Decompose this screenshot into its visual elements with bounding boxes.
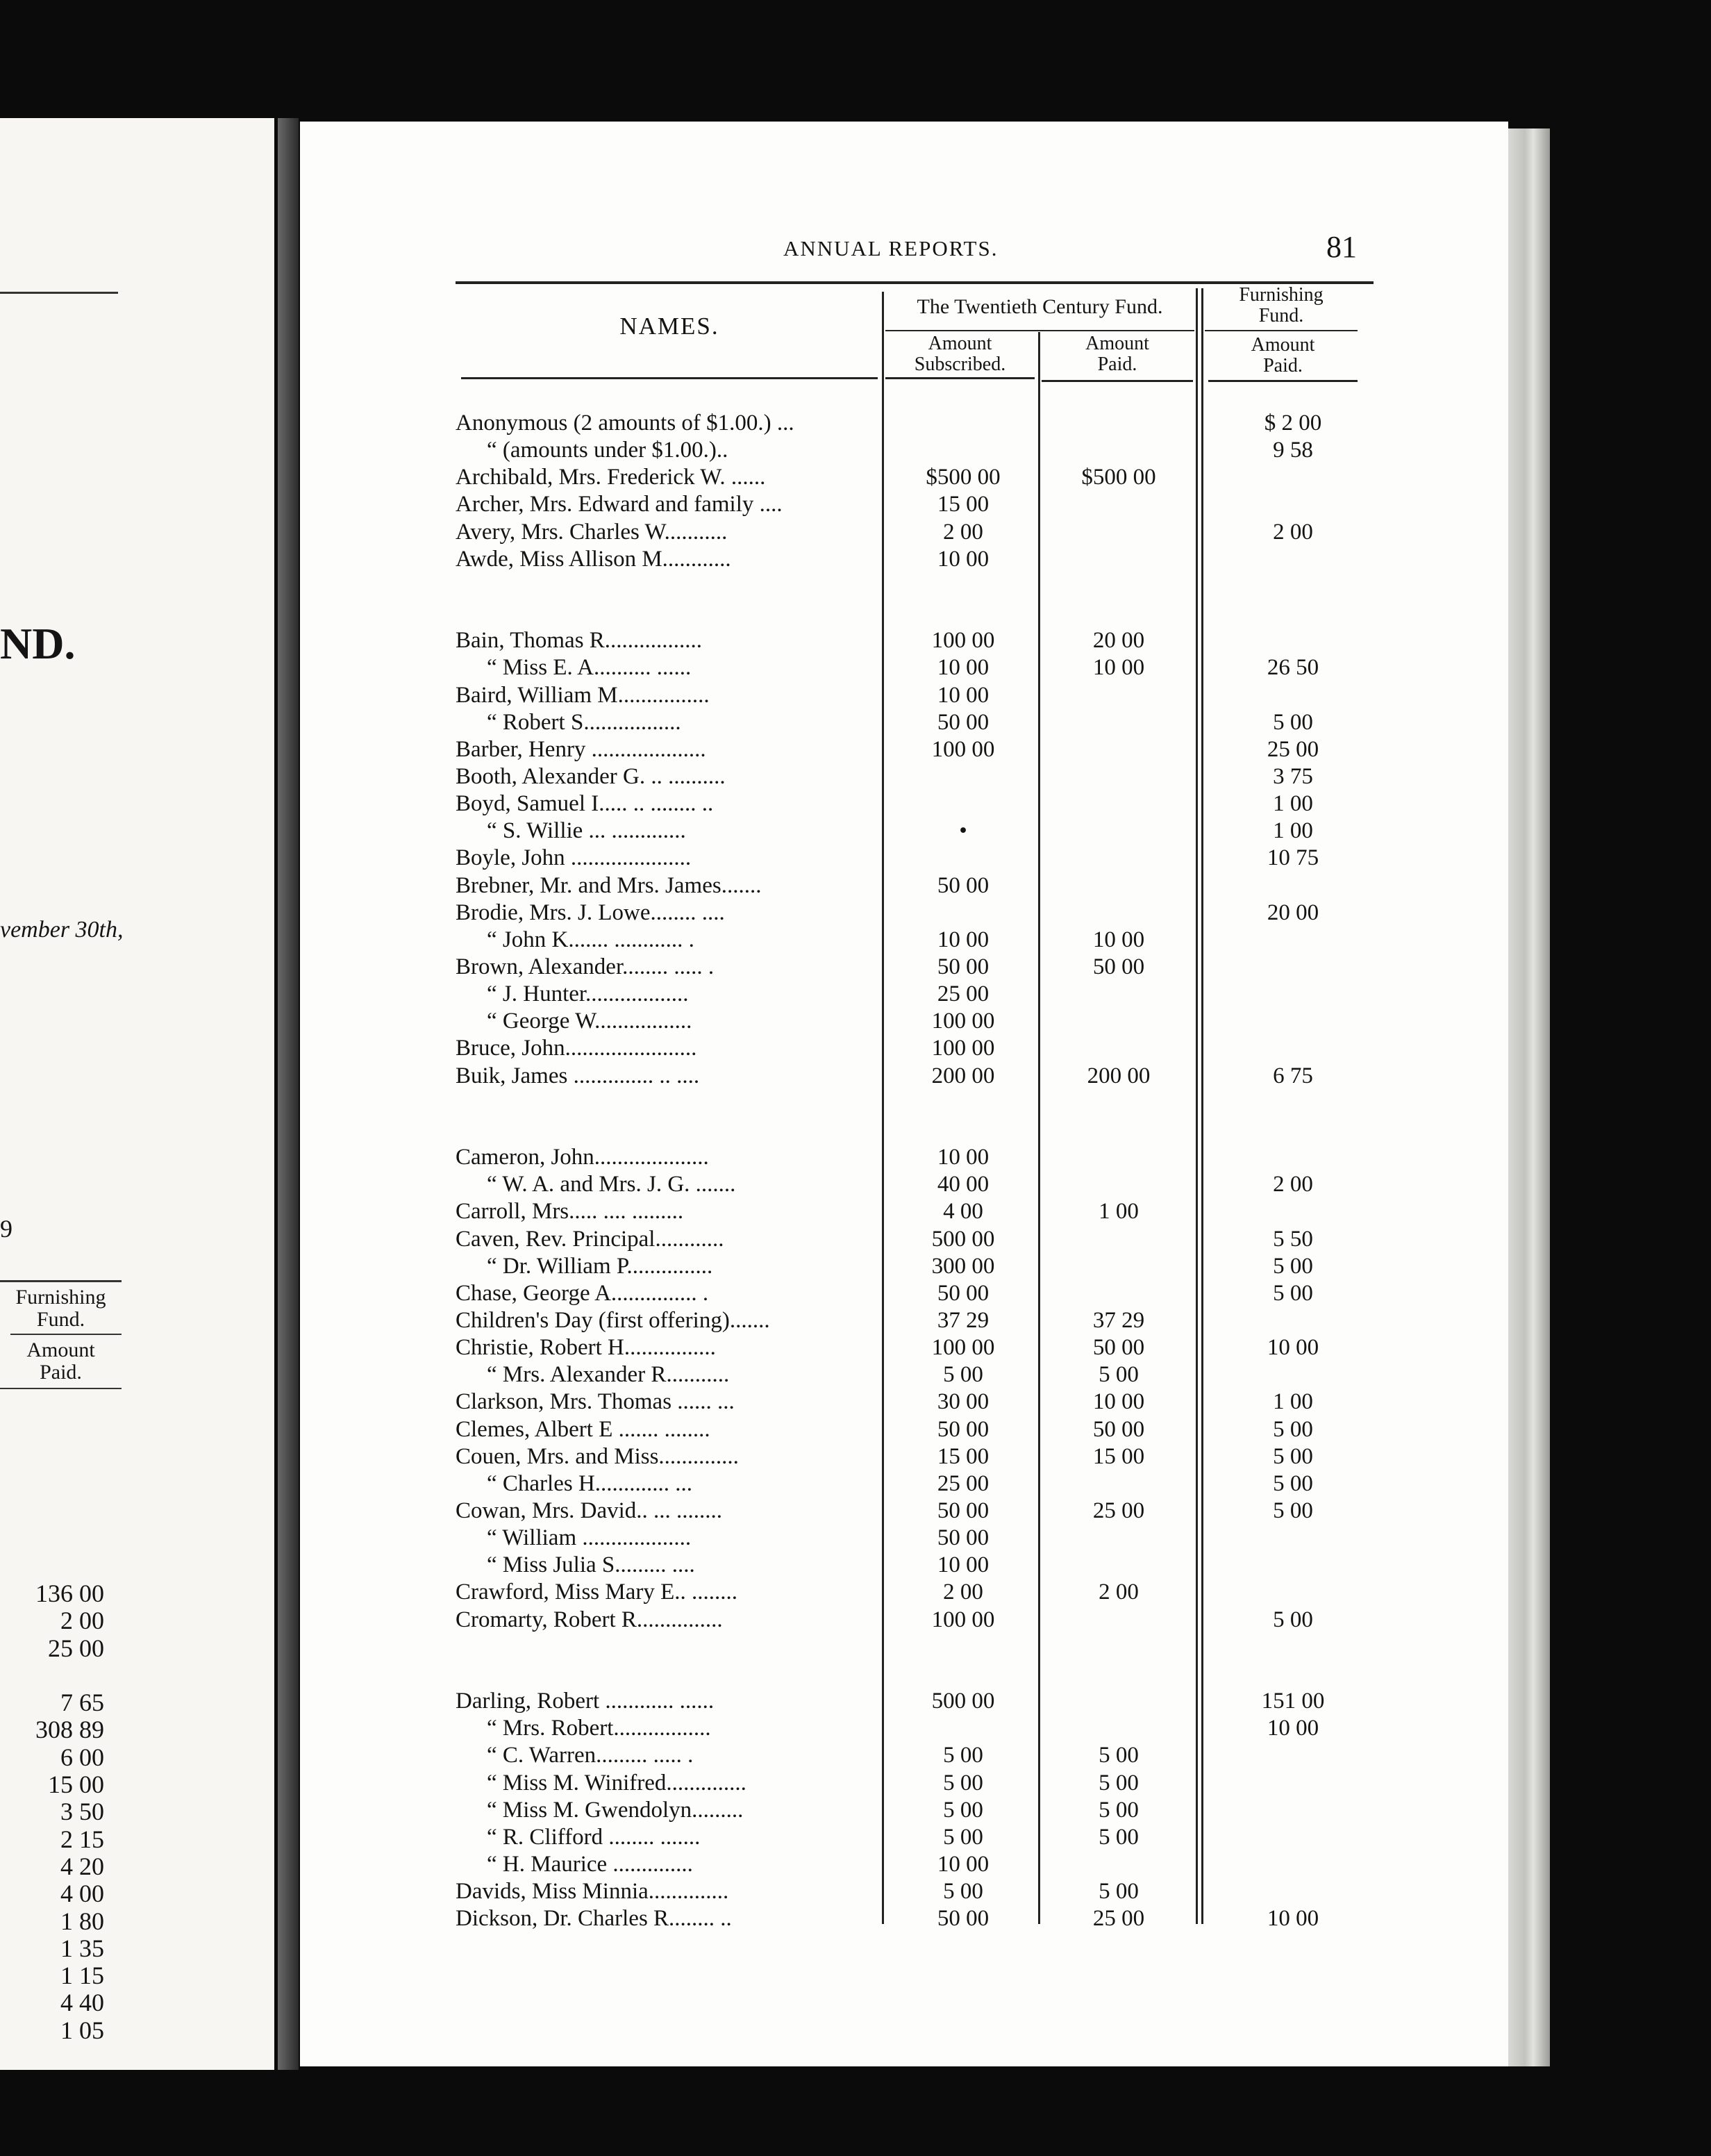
- amount-paid: 25 00: [1092, 1906, 1145, 1932]
- table-row: [456, 981, 1372, 1008]
- left-amount: 136 00: [35, 1579, 104, 1607]
- amount-subscribed: 100 00: [931, 1335, 995, 1361]
- subscriber-name: Dickson, Dr. Charles R........ ..: [456, 1906, 732, 1932]
- amount-subscribed: 10 00: [937, 655, 990, 681]
- left-amount-header-line1: Amount: [26, 1338, 95, 1361]
- amount-paid: 50 00: [1092, 954, 1145, 979]
- furnishing-amount-paid: 1 00: [1273, 1389, 1313, 1415]
- subscriber-name: “ Miss Julia S......... ....: [487, 1552, 695, 1578]
- left-amount: 308 89: [35, 1716, 104, 1744]
- table-row: [456, 1226, 1372, 1253]
- amount-paid: 200 00: [1087, 1063, 1151, 1088]
- left-header-rule-bottom: [0, 1388, 122, 1389]
- page-edge: [1508, 128, 1550, 2066]
- table-row: [456, 1253, 1372, 1280]
- amount-subscribed: 100 00: [931, 1607, 995, 1632]
- table-row: [456, 1905, 1372, 1932]
- amount-subscribed: 5 00: [943, 1797, 983, 1823]
- amount-subscribed: •: [959, 818, 967, 844]
- furnishing-paid-header-line1: Amount: [1251, 334, 1315, 356]
- subscriber-name: Buik, James .............. .. ....: [456, 1063, 700, 1088]
- subscriber-name: “ J. Hunter..................: [487, 981, 689, 1007]
- amount-subscribed: 2 00: [943, 1579, 983, 1605]
- furnishing-header-line2: Fund.: [1258, 305, 1304, 326]
- amount-subscribed: 50 00: [937, 954, 990, 979]
- left-furnishing-header-line2: Fund.: [36, 1308, 85, 1331]
- left-number-fragment: 9: [0, 1215, 12, 1243]
- subscriber-name: Caven, Rev. Principal............: [456, 1226, 724, 1252]
- subscriber-name: Boyle, John .....................: [456, 845, 692, 871]
- amount-subscribed: 50 00: [937, 1280, 990, 1306]
- left-amount: 1 15: [60, 1962, 104, 1990]
- table-row: [456, 1851, 1372, 1878]
- table-row: [456, 410, 1372, 437]
- furnishing-amount-paid: $ 2 00: [1264, 411, 1322, 436]
- table-row: [456, 1634, 1372, 1661]
- furnishing-paid-header-line2: Paid.: [1263, 355, 1303, 376]
- furnishing-amount-paid: 1 00: [1273, 791, 1313, 817]
- amount-subscribed: 5 00: [943, 1743, 983, 1768]
- amount-subscribed: 10 00: [937, 546, 990, 572]
- amount-paid: 25 00: [1092, 1498, 1145, 1523]
- subscriber-name: Crawford, Miss Mary E.. ........: [456, 1579, 738, 1605]
- amount-paid: 5 00: [1099, 1743, 1139, 1768]
- furnishing-amount-paid: 20 00: [1267, 899, 1319, 925]
- table-row: [456, 1443, 1372, 1470]
- subscribed-header-line1: Amount: [928, 333, 992, 354]
- amount-subscribed: $500 00: [926, 465, 1001, 490]
- furnishing-amount-paid: 5 00: [1273, 1607, 1313, 1632]
- amount-paid: 50 00: [1092, 1416, 1145, 1442]
- subscriber-name: “ Miss M. Gwendolyn.........: [487, 1797, 744, 1823]
- paid-header-line2: Paid.: [1097, 354, 1137, 375]
- amount-subscribed: 500 00: [931, 1689, 995, 1714]
- left-amount: 3 50: [60, 1798, 104, 1826]
- left-amount: 7 65: [60, 1689, 104, 1717]
- furnishing-amount-paid: 25 00: [1267, 736, 1319, 762]
- subscriber-name: Couen, Mrs. and Miss..............: [456, 1443, 739, 1469]
- amount-paid: 5 00: [1099, 1879, 1139, 1905]
- left-amount: 25 00: [48, 1634, 104, 1662]
- amount-subscribed: 50 00: [937, 1525, 990, 1551]
- table-top-rule: [456, 281, 1374, 284]
- names-column-header: NAMES.: [619, 313, 719, 340]
- left-furnishing-header: [0, 1286, 122, 1331]
- amount-subscribed: 25 00: [937, 981, 990, 1007]
- amount-subscribed: 200 00: [931, 1063, 995, 1088]
- furnishing-amount-paid: 5 00: [1273, 1443, 1313, 1469]
- subscriber-name: Archibald, Mrs. Frederick W. ......: [456, 465, 766, 490]
- furnishing-amount-paid: 26 50: [1267, 655, 1319, 681]
- subscriber-name: Children's Day (first offering).......: [456, 1307, 770, 1333]
- left-amounts-column: [14, 1580, 104, 2044]
- left-amount: 6 00: [60, 1743, 104, 1771]
- subscriber-name: “ Dr. William P...............: [487, 1253, 713, 1279]
- subscribed-column-header: [885, 333, 1035, 375]
- table-row: [456, 519, 1372, 546]
- table-row: [456, 1388, 1372, 1416]
- left-amount: 2 15: [60, 1825, 104, 1853]
- amount-subscribed: 2 00: [943, 519, 983, 545]
- furnishing-amount-paid: 2 00: [1273, 1172, 1313, 1197]
- table-row: [456, 818, 1372, 845]
- table-row: [456, 1361, 1372, 1388]
- table-row: [456, 1498, 1372, 1525]
- amount-subscribed: 100 00: [931, 736, 995, 762]
- paid-column-header: [1042, 333, 1193, 375]
- subscribed-header-line2: Subscribed.: [914, 354, 1006, 375]
- furnishing-amount-paid: 10 00: [1267, 1906, 1319, 1932]
- subscriber-name: Brown, Alexander........ ..... .: [456, 954, 715, 979]
- furnishing-paid-header-rule: [1208, 380, 1358, 382]
- names-header-rule: [461, 377, 878, 379]
- subscriber-name: Clemes, Albert E ....... ........: [456, 1416, 710, 1442]
- amount-subscribed: 4 00: [943, 1199, 983, 1225]
- table-row: [456, 790, 1372, 818]
- subscriber-name: “ Robert S.................: [487, 709, 681, 735]
- table-row: [456, 1607, 1372, 1634]
- left-amount: 1 80: [60, 1907, 104, 1935]
- furnishing-amount-paid: 5 00: [1273, 1416, 1313, 1442]
- furnishing-amount-paid: 10 75: [1267, 845, 1319, 871]
- table-row: [456, 654, 1372, 681]
- amount-paid: 5 00: [1099, 1797, 1139, 1823]
- amount-subscribed: 10 00: [937, 927, 990, 952]
- table-row: [456, 736, 1372, 763]
- subscriber-name: “ R. Clifford ........ .......: [487, 1824, 701, 1850]
- table-row: [456, 1742, 1372, 1769]
- table-row: [456, 491, 1372, 518]
- subscriber-name: Baird, William M................: [456, 682, 710, 708]
- subscriber-name: Bruce, John.......................: [456, 1036, 697, 1061]
- subscriber-name: Clarkson, Mrs. Thomas ...... ...: [456, 1389, 735, 1415]
- furnishing-header-rule: [1205, 330, 1358, 331]
- table-row: [456, 1688, 1372, 1715]
- table-row: [456, 682, 1372, 709]
- amount-subscribed: 50 00: [937, 872, 990, 898]
- furnishing-amount-paid: 5 50: [1273, 1226, 1313, 1252]
- amount-subscribed: 10 00: [937, 1145, 990, 1170]
- subscriber-name: “ Miss E. A.......... ......: [487, 655, 692, 681]
- left-amount-header-line2: Paid.: [40, 1361, 82, 1384]
- furnishing-amount-paid: 9 58: [1273, 438, 1313, 463]
- subscriber-name: “ C. Warren......... ..... .: [487, 1743, 694, 1768]
- subscriber-name: Booth, Alexander G. .. ..........: [456, 763, 726, 789]
- furnishing-amount-paid: 2 00: [1273, 519, 1313, 545]
- fund-column-header: The Twentieth Century Fund.: [917, 295, 1163, 318]
- left-amount-header: [0, 1339, 122, 1384]
- subscriber-name: “ William ...................: [487, 1525, 692, 1551]
- amount-subscribed: 15 00: [937, 1443, 990, 1469]
- table-row: [456, 845, 1372, 872]
- subscriber-name: “ John K....... ............ .: [487, 927, 694, 952]
- table-row: [456, 1715, 1372, 1742]
- amount-subscribed: 50 00: [937, 1416, 990, 1442]
- table-row: [456, 1579, 1372, 1606]
- table-row: [456, 1008, 1372, 1035]
- table-row: [456, 600, 1372, 627]
- left-amount: [14, 1662, 104, 1689]
- subscriber-name: Darling, Robert ............ ......: [456, 1689, 715, 1714]
- table-row: [456, 1280, 1372, 1307]
- amount-subscribed: 37 29: [937, 1307, 990, 1333]
- table-row: [456, 1552, 1372, 1579]
- amount-paid: 2 00: [1099, 1579, 1139, 1605]
- furnishing-column-header: [1205, 285, 1358, 326]
- left-page-rule: [0, 292, 118, 294]
- page-number: 81: [1326, 230, 1357, 264]
- furnishing-amount-paid: 1 00: [1273, 818, 1313, 844]
- amount-subscribed: 5 00: [943, 1824, 983, 1850]
- subscriber-name: “ (amounts under $1.00.)..: [487, 438, 728, 463]
- table-row: [456, 1117, 1372, 1144]
- table-row: [456, 1770, 1372, 1797]
- amount-subscribed: 5 00: [943, 1362, 983, 1388]
- table-row: [456, 763, 1372, 790]
- table-row: [456, 627, 1372, 654]
- table-row: [456, 464, 1372, 491]
- amount-subscribed: 50 00: [937, 709, 990, 735]
- paid-header-line1: Amount: [1085, 333, 1149, 354]
- table-row: [456, 899, 1372, 927]
- left-page: [0, 118, 274, 2070]
- table-row: [456, 1416, 1372, 1443]
- table-row: [456, 546, 1372, 573]
- subscriber-name: Bain, Thomas R.................: [456, 628, 703, 654]
- furnishing-paid-column-header: [1208, 335, 1358, 376]
- amount-subscribed: 5 00: [943, 1770, 983, 1796]
- subscriber-name: Cromarty, Robert R...............: [456, 1607, 723, 1632]
- table-row: [456, 872, 1372, 899]
- subscriber-name: Awde, Miss Allison M............: [456, 546, 731, 572]
- subscriber-name: Carroll, Mrs..... .... .........: [456, 1199, 684, 1225]
- left-date-fragment: vember 30th,: [0, 917, 124, 943]
- amount-subscribed: 50 00: [937, 1498, 990, 1523]
- book-gutter: [278, 118, 299, 2070]
- furnishing-amount-paid: 10 00: [1267, 1335, 1319, 1361]
- table-row: [456, 1797, 1372, 1824]
- amount-paid: 5 00: [1099, 1362, 1139, 1388]
- subscriber-name: Cameron, John....................: [456, 1145, 709, 1170]
- subscriber-name: Davids, Miss Minnia..............: [456, 1879, 729, 1905]
- amount-subscribed: 30 00: [937, 1389, 990, 1415]
- table-row: [456, 1307, 1372, 1334]
- amount-paid: 10 00: [1092, 927, 1145, 952]
- furnishing-amount-paid: 6 75: [1273, 1063, 1313, 1088]
- amount-subscribed: 100 00: [931, 1009, 995, 1034]
- table-row: [456, 1198, 1372, 1225]
- furnishing-amount-paid: 5 00: [1273, 1470, 1313, 1496]
- subscriber-name: Archer, Mrs. Edward and family ....: [456, 492, 783, 517]
- table-row: [456, 1171, 1372, 1198]
- amount-paid: 37 29: [1092, 1307, 1145, 1333]
- subscriber-name: “ Mrs. Robert.................: [487, 1716, 711, 1741]
- furnishing-amount-paid: 5 00: [1273, 1498, 1313, 1523]
- table-row: [456, 709, 1372, 736]
- paid-header-rule: [1042, 380, 1193, 382]
- table-row: [456, 1035, 1372, 1062]
- subscriber-name: “ S. Willie ... .............: [487, 818, 686, 844]
- furnishing-amount-paid: 5 00: [1273, 1253, 1313, 1279]
- amount-subscribed: 10 00: [937, 1851, 990, 1877]
- furnishing-amount-paid: 10 00: [1267, 1716, 1319, 1741]
- table-row: [456, 573, 1372, 600]
- subscriber-name: Chase, George A............... .: [456, 1280, 709, 1306]
- fund-header-rule: [885, 330, 1194, 331]
- amount-subscribed: 50 00: [937, 1906, 990, 1932]
- subscriber-name: Christie, Robert H................: [456, 1335, 716, 1361]
- subscriber-name: “ Miss M. Winifred..............: [487, 1770, 746, 1796]
- amount-paid: 10 00: [1092, 1389, 1145, 1415]
- left-amount: 15 00: [48, 1771, 104, 1799]
- subscriber-name: “ George W.................: [487, 1009, 692, 1034]
- subscriber-name: Brodie, Mrs. J. Lowe........ ....: [456, 899, 725, 925]
- table-row: [456, 1878, 1372, 1905]
- amount-paid: $500 00: [1081, 465, 1156, 490]
- table-row: [456, 1090, 1372, 1117]
- subscribed-header-rule: [885, 377, 1035, 379]
- left-amount: 2 00: [60, 1607, 104, 1635]
- amount-subscribed: 100 00: [931, 628, 995, 654]
- subscriber-name: Brebner, Mr. and Mrs. James.......: [456, 872, 762, 898]
- subscriber-name: Boyd, Samuel I..... .. ........ ..: [456, 791, 714, 817]
- left-amount: 4 00: [60, 1880, 104, 1908]
- left-header-rule-mid: [10, 1334, 122, 1335]
- furnishing-header-line1: Furnishing: [1239, 284, 1324, 306]
- amount-paid: 5 00: [1099, 1824, 1139, 1850]
- furnishing-amount-paid: 5 00: [1273, 709, 1313, 735]
- table-row: [456, 1063, 1372, 1090]
- subscriber-name: Avery, Mrs. Charles W...........: [456, 519, 728, 545]
- left-amount: 4 20: [60, 1852, 104, 1880]
- furnishing-amount-paid: 5 00: [1273, 1280, 1313, 1306]
- amount-paid: 5 00: [1099, 1770, 1139, 1796]
- table-row: [456, 927, 1372, 954]
- amount-paid: 50 00: [1092, 1335, 1145, 1361]
- amount-subscribed: 10 00: [937, 1552, 990, 1578]
- table-row: [456, 1824, 1372, 1851]
- subscriber-name: Anonymous (2 amounts of $1.00.) ...: [456, 411, 794, 436]
- amount-subscribed: 25 00: [937, 1470, 990, 1496]
- amount-paid: 10 00: [1092, 655, 1145, 681]
- left-amount: 1 05: [60, 2016, 104, 2044]
- amount-subscribed: 5 00: [943, 1879, 983, 1905]
- furnishing-amount-paid: 151 00: [1261, 1689, 1325, 1714]
- subscriber-name: Cowan, Mrs. David.. ... ........: [456, 1498, 723, 1523]
- table-row: [456, 1470, 1372, 1498]
- table-row: [456, 1144, 1372, 1171]
- left-header-rule-top: [0, 1280, 122, 1282]
- amount-paid: 15 00: [1092, 1443, 1145, 1469]
- amount-subscribed: 40 00: [937, 1172, 990, 1197]
- amount-subscribed: 15 00: [937, 492, 990, 517]
- left-furnishing-header-line1: Furnishing: [15, 1286, 106, 1309]
- table-row: [456, 1525, 1372, 1552]
- left-amount: 1 35: [60, 1934, 104, 1962]
- left-amount: 4 40: [60, 1989, 104, 2017]
- table-row: [456, 954, 1372, 981]
- amount-paid: 20 00: [1092, 628, 1145, 654]
- left-heading-fragment: ND.: [0, 619, 76, 668]
- running-title: ANNUAL REPORTS.: [783, 236, 999, 260]
- subscriber-name: “ W. A. and Mrs. J. G. .......: [487, 1172, 736, 1197]
- subscriber-name: Barber, Henry ....................: [456, 736, 706, 762]
- amount-subscribed: 10 00: [937, 682, 990, 708]
- subscriber-name: “ H. Maurice ..............: [487, 1851, 693, 1877]
- amount-subscribed: 100 00: [931, 1036, 995, 1061]
- subscriber-name: “ Charles H............. ...: [487, 1470, 693, 1496]
- subscriber-name: “ Mrs. Alexander R...........: [487, 1362, 730, 1388]
- table-row: [456, 1334, 1372, 1361]
- table-row: [456, 1661, 1372, 1688]
- furnishing-amount-paid: 3 75: [1273, 763, 1313, 789]
- amount-subscribed: 500 00: [931, 1226, 995, 1252]
- amount-subscribed: 300 00: [931, 1253, 995, 1279]
- table-row: [456, 437, 1372, 464]
- amount-paid: 1 00: [1099, 1199, 1139, 1225]
